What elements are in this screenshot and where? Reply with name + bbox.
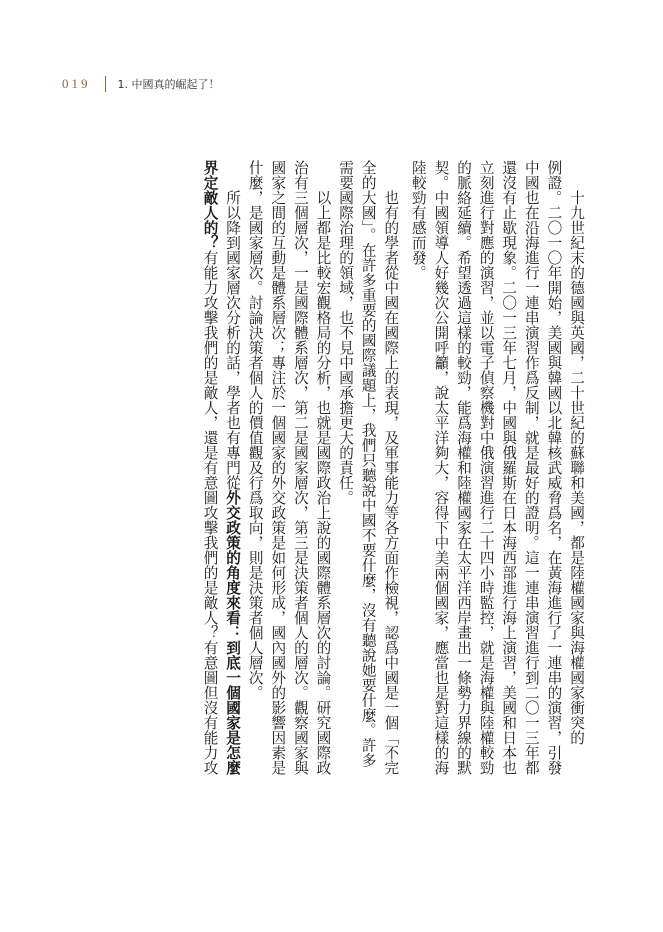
page-header bbox=[62, 76, 220, 92]
page-number: 019 bbox=[62, 76, 91, 91]
text-column bbox=[519, 160, 542, 880]
text-segment: 需要國際治理的領域，也不見中國承擔更大的責任。 bbox=[337, 160, 355, 505]
text-segment: 治有三個層次，一是國際體系層次，第二是國家層次，第三是決策者個人的層次。觀察國家與 bbox=[291, 160, 309, 775]
text-column bbox=[198, 160, 221, 880]
text-segment: 立刻進行對應的演習，並以電子偵察機對中俄演習進行二十四小時監控，就是海權與陸權較勁 bbox=[477, 160, 495, 775]
text-segment: 的脈絡延續。希望透過這樣的較勁，能爲海權和陸權國家在太平洋西岸畫出一條勢力界線的默 bbox=[455, 160, 473, 775]
text-column bbox=[379, 160, 402, 880]
text-segment: 有能力攻擊我們的是敵人，還是有意圖攻擊我們的是敵人？有意圖但沒有能力攻 bbox=[201, 250, 219, 775]
text-segment: 陸較勁有感而發。 bbox=[409, 160, 427, 280]
text-column bbox=[429, 160, 452, 880]
text-column bbox=[564, 160, 587, 880]
text-segment: 也有的學者從中國在國際上的表現，及軍事能力等各方面作檢視，認爲中國是一個「不完 bbox=[382, 160, 400, 775]
text-segment: 以上都是比較宏觀格局的分析，也就是國際政治上說的國際體系層次的討論。研究國際政 bbox=[314, 160, 332, 775]
text-segment: 中國也在沿海進行一連串演習作爲反制，就是最好的證明。這一連串演習進行到二〇一三年都 bbox=[522, 160, 540, 775]
text-column bbox=[333, 160, 356, 880]
text-column bbox=[266, 160, 289, 880]
text-column bbox=[451, 160, 474, 880]
text-column bbox=[311, 160, 334, 880]
text-column bbox=[474, 160, 497, 880]
text-segment: 契。中國領導人好幾次公開呼籲，說太平洋夠大，容得下中美兩個國家，應當也是對這樣的海 bbox=[432, 160, 450, 775]
text-segment: 全的大國」。在許多重要的國際議題上，我們只聽說中國不要什麼，沒有聽說她要什麼。許多 bbox=[359, 160, 377, 768]
text-column bbox=[497, 160, 520, 880]
text-column bbox=[288, 160, 311, 880]
bold-text-segment: 界定敵人的？ bbox=[201, 160, 219, 250]
text-segment: 十九世紀末的德國與英國，二十世紀的蘇聯和美國，都是陸權國家與海權國家衝突的 bbox=[568, 160, 585, 745]
text-segment: 什麼，是國家層次。討論決策者個人的價值觀及行爲取向，則是決策者個人層次。 bbox=[246, 160, 264, 700]
text-column bbox=[243, 160, 266, 880]
text-segment: 國家之間的互動是體系層次；專注於一個國家的外交政策是如何形成，國內國外的影響因素是 bbox=[269, 160, 287, 775]
text-column bbox=[356, 160, 379, 880]
header-divider bbox=[105, 76, 106, 92]
text-column bbox=[406, 160, 429, 880]
text-column bbox=[542, 160, 565, 880]
text-segment: 還沒有止歇現象。二〇一三年七月，中國與俄羅斯在日本海西部進行海上演習，美國和日本也 bbox=[500, 160, 518, 775]
bold-text-segment: 外交政策的角度來看：到底一個國家是怎麼 bbox=[224, 490, 242, 775]
body-text bbox=[198, 160, 587, 880]
text-segment: 例證。二〇一〇年開始，美國與韓國以北韓核武威脅爲名，在黃海進行了一連串的演習，引發 bbox=[545, 160, 563, 775]
text-segment: 所以降到國家層次分析的話，學者也有專門從 bbox=[224, 160, 242, 490]
text-column bbox=[221, 160, 244, 880]
chapter-title: 1. 中國真的崛起了！ bbox=[117, 78, 220, 91]
